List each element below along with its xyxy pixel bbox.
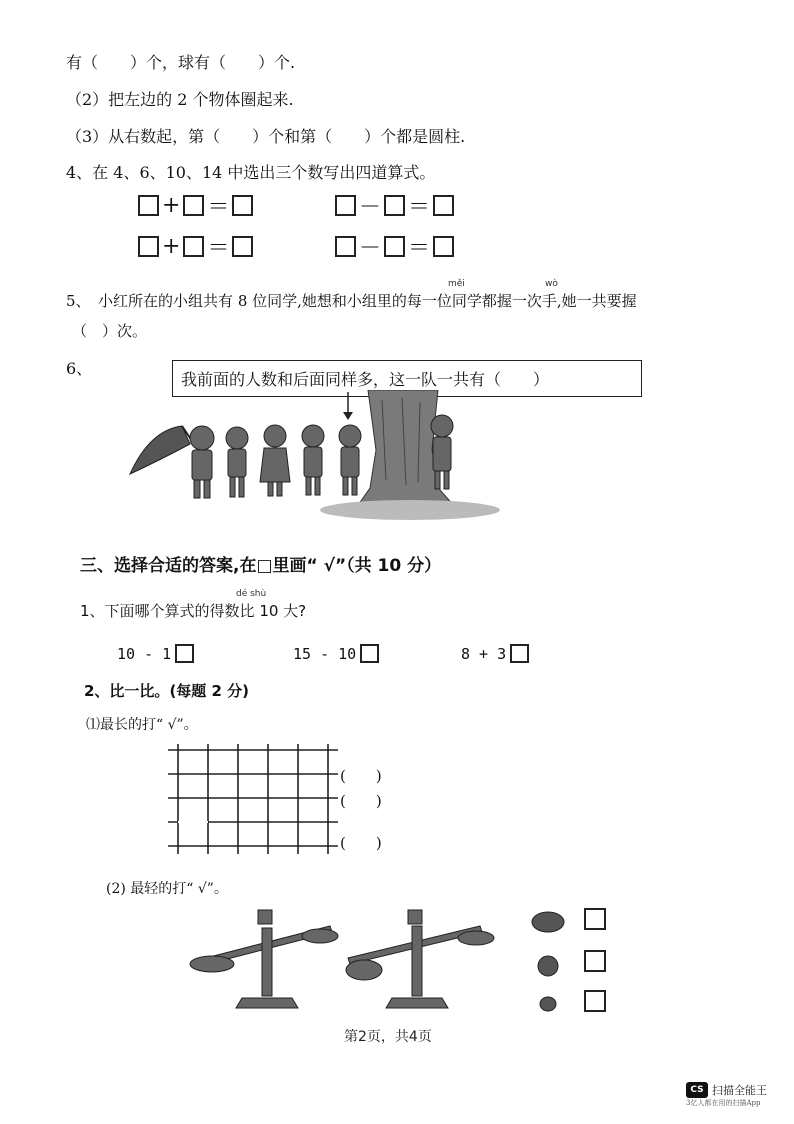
check-box[interactable] — [584, 990, 606, 1012]
answer-box[interactable] — [138, 236, 159, 257]
speech-bubble: 我前面的人数和后面同样多，这一队一共有（ ） — [172, 360, 642, 397]
check-box[interactable] — [584, 908, 606, 930]
equation-row-2-sub — [335, 231, 454, 262]
camscanner-logo: CS — [686, 1082, 708, 1098]
lightest-box-2 — [584, 950, 606, 972]
calc-expression: 8 + 3 — [461, 644, 507, 663]
q3-2-1-text: ⑴最长的打“ √”。 — [86, 717, 198, 733]
pinyin-mei: měi — [448, 279, 465, 289]
calc-expression: 10 - 1 — [117, 644, 172, 663]
answer-box[interactable] — [433, 236, 454, 257]
balance-scales-figure — [180, 906, 510, 1012]
pinyin-wo: wò — [545, 279, 558, 289]
fruit-icons — [526, 906, 572, 1014]
queue-illustration — [120, 390, 720, 530]
check-box[interactable] — [175, 644, 194, 663]
grid-lines-figure — [168, 744, 340, 856]
calc-option-2 — [293, 644, 379, 663]
pinyin-de-shu: dé shù — [236, 589, 267, 599]
scanner-watermark — [686, 1082, 767, 1108]
answer-box[interactable] — [433, 195, 454, 216]
q3-line2: （2）把左边的 2 个物体圈起来. — [66, 90, 294, 109]
q3-line3: （3）从右数起，第（ ）个和第（ ）个都是圆柱. — [66, 127, 466, 146]
brand-tagline: 3亿人都在用的扫描App — [686, 1099, 761, 1107]
q3-line1: 有（ ）个，球有（ ）个. — [66, 53, 296, 72]
minus-sign: － — [359, 195, 382, 220]
plus-sign: + — [162, 234, 181, 259]
q3-2-text: 2、比一比。(每题 2 分) — [84, 682, 250, 700]
answer-box[interactable] — [183, 236, 204, 257]
equation-row-1-sub — [335, 190, 454, 221]
lightest-box-3 — [584, 990, 606, 1012]
q5-line1: 5、 小红所在的小组共有 8 位同学,她想和小组里的每一位同学都握一次手,她一共要握 — [66, 292, 637, 310]
section-3-title: 三、选择合适的答案,在□里画“ √”（共 10 分） — [80, 556, 442, 576]
calc-expression: 15 - 10 — [293, 644, 357, 663]
minus-sign: － — [359, 236, 382, 261]
answer-box[interactable] — [335, 236, 356, 257]
equals-sign: ＝ — [207, 195, 230, 220]
answer-box[interactable] — [183, 195, 204, 216]
equation-row-1-add — [138, 190, 253, 221]
lightest-box-1 — [584, 908, 606, 930]
answer-paren-1[interactable]: ( ) — [340, 767, 382, 785]
q5-line2: （ ）次。 — [72, 322, 148, 340]
equals-sign: ＝ — [207, 236, 230, 261]
answer-box[interactable] — [335, 195, 356, 216]
answer-paren-2[interactable]: ( ) — [340, 792, 382, 810]
q6-label: 6、 — [66, 359, 93, 378]
check-box[interactable] — [360, 644, 379, 663]
q3-2-2-text: (2) 最轻的打“ √”。 — [106, 881, 228, 897]
q4-text: 4、在 4、6、10、14 中选出三个数写出四道算式。 — [66, 163, 436, 182]
check-box[interactable] — [584, 950, 606, 972]
check-box[interactable] — [510, 644, 529, 663]
brand-name: 扫描全能王 — [712, 1084, 767, 1097]
calc-option-1 — [117, 644, 194, 663]
equals-sign: ＝ — [408, 236, 431, 261]
calc-option-3 — [461, 644, 529, 663]
answer-box[interactable] — [384, 236, 405, 257]
answer-box[interactable] — [384, 195, 405, 216]
plus-sign: + — [162, 193, 181, 218]
page-number: 第2页，共4页 — [344, 1029, 432, 1045]
answer-box[interactable] — [138, 195, 159, 216]
answer-box[interactable] — [232, 195, 253, 216]
equation-row-2-add — [138, 231, 253, 262]
answer-box[interactable] — [232, 236, 253, 257]
answer-paren-3[interactable]: ( ) — [340, 834, 382, 852]
q3-1-text: 1、下面哪个算式的得数比 10 大? — [80, 602, 307, 620]
equals-sign: ＝ — [408, 195, 431, 220]
